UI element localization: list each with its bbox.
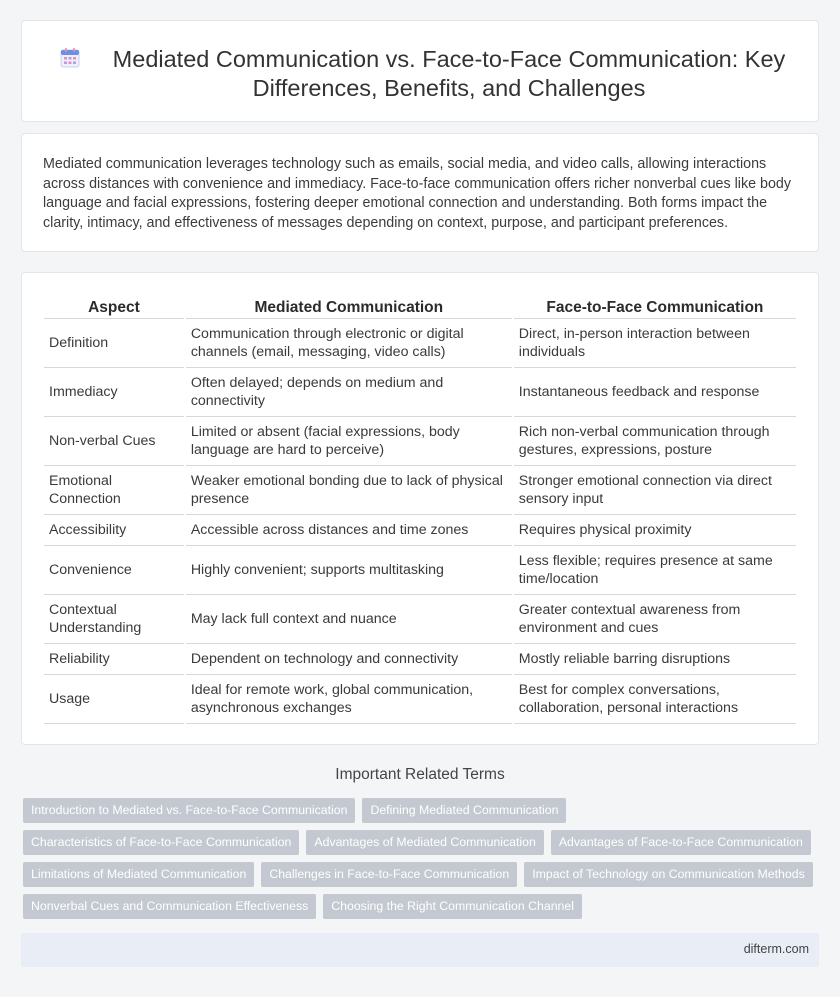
related-term-tag[interactable]: Limitations of Mediated Communication	[23, 862, 254, 887]
mediated-cell: Communication through electronic or digital channels (email, messaging, video calls)	[186, 319, 512, 368]
aspect-cell: Contextual Understanding	[44, 595, 184, 644]
header-aspect: Aspect	[44, 294, 184, 319]
table-header-row	[44, 294, 796, 319]
mediated-cell: Accessible across distances and time zones	[186, 515, 512, 546]
face-to-face-cell: Stronger emotional connection via direct sensory input	[514, 466, 796, 515]
related-term-tag[interactable]: Introduction to Mediated vs. Face-to-Face Communication	[23, 798, 355, 823]
footer	[21, 933, 819, 967]
table-row	[44, 515, 796, 546]
related-term-tag[interactable]: Defining Mediated Communication	[362, 798, 566, 823]
intro-card	[21, 133, 819, 252]
related-term-tag[interactable]: Impact of Technology on Communication Methods	[524, 862, 813, 887]
aspect-cell: Non-verbal Cues	[44, 417, 184, 466]
related-terms-list	[23, 798, 813, 919]
face-to-face-cell: Greater contextual awareness from environment and cues	[514, 595, 796, 644]
table-row	[44, 546, 796, 595]
table-row	[44, 368, 796, 417]
aspect-cell: Definition	[44, 319, 184, 368]
mediated-cell: Often delayed; depends on medium and connectivity	[186, 368, 512, 417]
face-to-face-cell: Best for complex conversations, collaboration, personal interactions	[514, 675, 796, 724]
related-term-tag[interactable]: Choosing the Right Communication Channel	[323, 894, 582, 919]
table-row	[44, 644, 796, 675]
table-row	[44, 675, 796, 724]
table-row	[44, 417, 796, 466]
mediated-cell: Ideal for remote work, global communication, asynchronous exchanges	[186, 675, 512, 724]
table-row	[44, 466, 796, 515]
table-row	[44, 595, 796, 644]
title-card	[21, 20, 819, 122]
aspect-cell: Convenience	[44, 546, 184, 595]
mediated-cell: Dependent on technology and connectivity	[186, 644, 512, 675]
intro-paragraph: Mediated communication leverages technology such as emails, social media, and video calls, allowing interactions across distances with convenience and immediacy. Face-to-face communication offers richer nonverbal cues like body language and facial expressions, fostering deeper emotional connection and understanding. Both forms impact the clarity, intimacy, and effectiveness of messages depending on context, purpose, and participant preferences.	[43, 156, 792, 231]
related-term-tag[interactable]: Advantages of Mediated Communication	[306, 830, 543, 855]
related-term-tag[interactable]: Advantages of Face-to-Face Communication	[551, 830, 811, 855]
page-title: Mediated Communication vs. Face-to-Face Communication: Key Differences, Benefits, and Challenges	[112, 46, 786, 101]
header-mediated: Mediated Communication	[186, 294, 512, 319]
calendar-icon	[59, 47, 81, 69]
face-to-face-cell: Requires physical proximity	[514, 515, 796, 546]
related-term-tag[interactable]: Challenges in Face-to-Face Communication	[261, 862, 517, 887]
related-terms-heading: Important Related Terms	[335, 766, 505, 783]
face-to-face-cell: Direct, in-person interaction between individuals	[514, 319, 796, 368]
aspect-cell: Accessibility	[44, 515, 184, 546]
face-to-face-cell: Rich non-verbal communication through gestures, expressions, posture	[514, 417, 796, 466]
face-to-face-cell: Mostly reliable barring disruptions	[514, 644, 796, 675]
aspect-cell: Emotional Connection	[44, 466, 184, 515]
table-row	[44, 319, 796, 368]
aspect-cell: Immediacy	[44, 368, 184, 417]
related-term-tag[interactable]: Characteristics of Face-to-Face Communication	[23, 830, 299, 855]
comparison-card	[21, 272, 819, 745]
mediated-cell: Weaker emotional bonding due to lack of physical presence	[186, 466, 512, 515]
face-to-face-cell: Less flexible; requires presence at same time/location	[514, 546, 796, 595]
aspect-cell: Reliability	[44, 644, 184, 675]
face-to-face-cell: Instantaneous feedback and response	[514, 368, 796, 417]
mediated-cell: May lack full context and nuance	[186, 595, 512, 644]
site-link[interactable]: difterm.com	[743, 942, 809, 956]
comparison-table	[42, 294, 798, 724]
related-term-tag[interactable]: Nonverbal Cues and Communication Effectiveness	[23, 894, 316, 919]
header-face-to-face: Face-to-Face Communication	[514, 294, 796, 319]
mediated-cell: Limited or absent (facial expressions, body language are hard to perceive)	[186, 417, 512, 466]
aspect-cell: Usage	[44, 675, 184, 724]
mediated-cell: Highly convenient; supports multitasking	[186, 546, 512, 595]
